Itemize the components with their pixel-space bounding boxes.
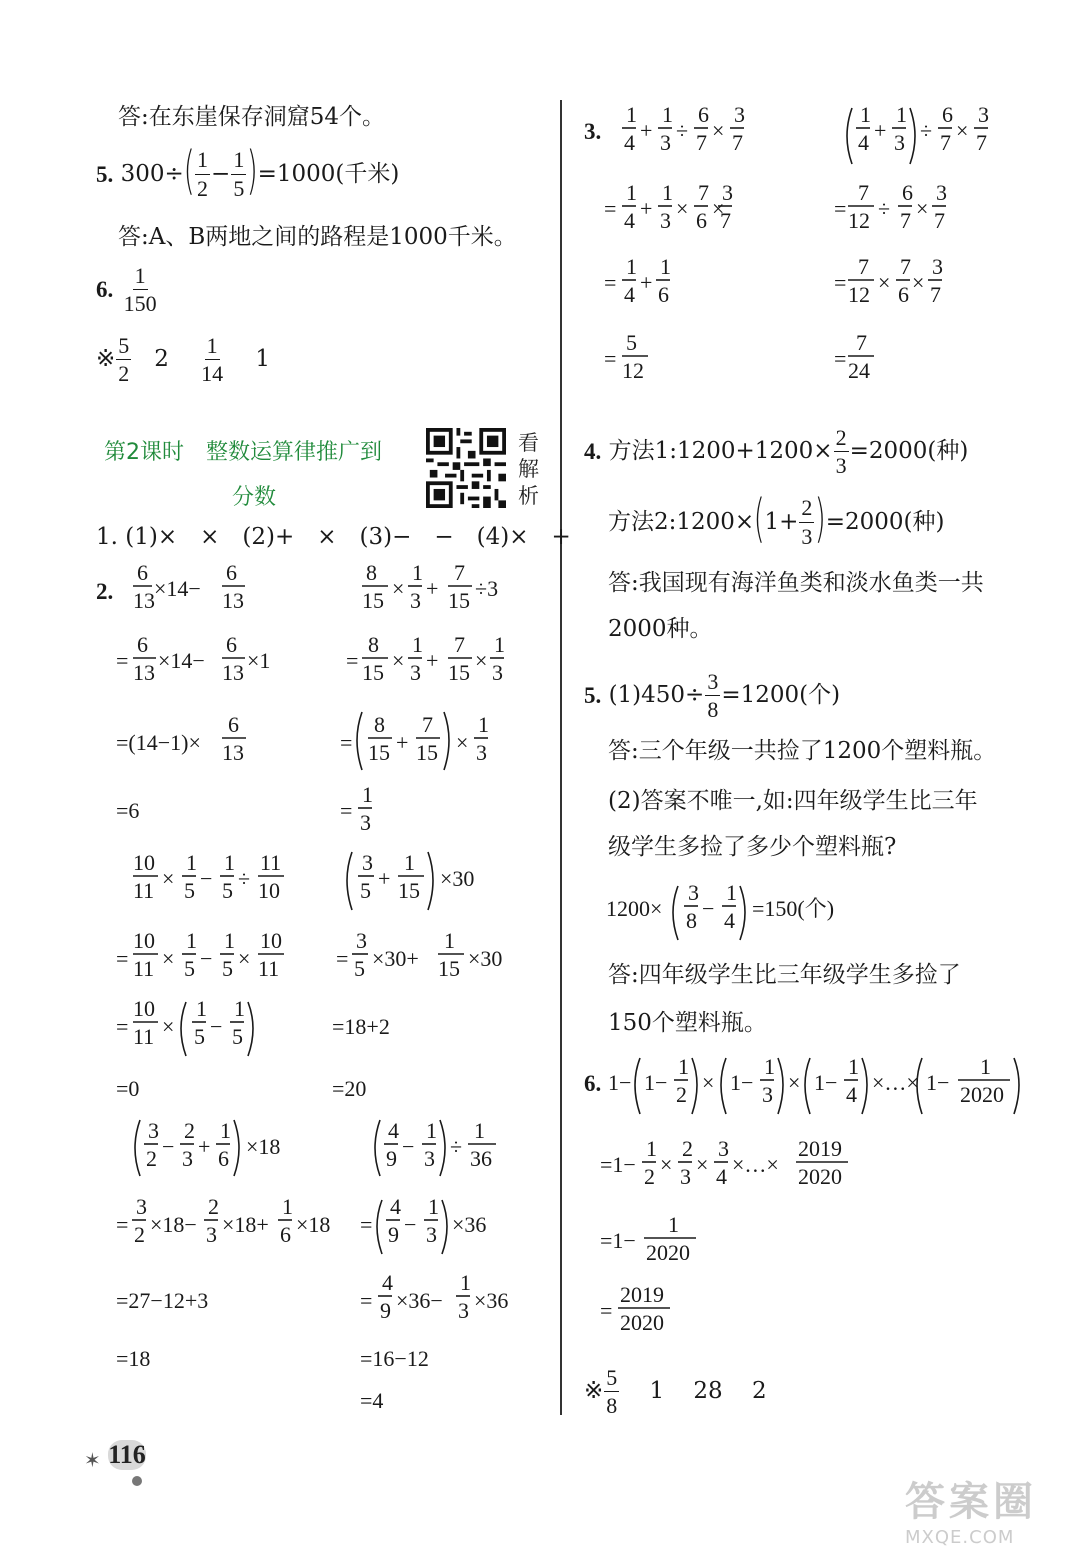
svg-text:×: × [162, 946, 175, 971]
svg-text:−: − [210, 1014, 223, 1039]
svg-text:6: 6 [137, 560, 148, 585]
q3-calculations [590, 100, 1050, 400]
svg-text:8: 8 [366, 560, 377, 585]
svg-text:6: 6 [280, 1222, 291, 1247]
svg-text:=4: =4 [360, 1388, 384, 1413]
svg-text:1: 1 [726, 880, 737, 905]
svg-text:3: 3 [458, 1298, 469, 1323]
lesson-title-cont: 分数 [232, 485, 277, 510]
svg-text:×30+: ×30+ [372, 946, 419, 971]
svg-text:−: − [200, 866, 213, 891]
q2-calculations [100, 560, 550, 1440]
svg-text:1: 1 [478, 712, 489, 737]
svg-text:+: + [640, 118, 653, 143]
bonus-answers-left: ※ $\frac{5}{2}$ 2 $\frac{1}{14}$ 1 [96, 333, 270, 387]
svg-text:11: 11 [260, 850, 282, 875]
svg-text:3: 3 [410, 660, 421, 685]
q6-label: 6. [584, 1071, 602, 1096]
svg-text:=: = [834, 270, 847, 295]
svg-text:15: 15 [362, 588, 384, 613]
svg-text:13: 13 [133, 588, 155, 613]
svg-text:÷: ÷ [676, 118, 689, 143]
svg-text:=16−12: =16−12 [360, 1346, 429, 1371]
svg-text:7: 7 [940, 130, 951, 155]
svg-text:15: 15 [448, 660, 470, 685]
svg-text:1−: 1− [608, 1070, 632, 1095]
svg-text:×…×: ×…× [872, 1070, 919, 1095]
svg-text:×: × [238, 946, 251, 971]
svg-text:1: 1 [412, 632, 423, 657]
svg-text:36: 36 [470, 1146, 492, 1171]
svg-text:2: 2 [682, 1136, 693, 1161]
svg-text:1: 1 [626, 102, 637, 127]
q1-answers: 1. (1)× × (2)+ × (3)− − (4)× + [96, 524, 571, 550]
svg-text:7: 7 [858, 254, 869, 279]
svg-text:×…×: ×…× [732, 1152, 779, 1177]
q5-calc [606, 880, 866, 944]
svg-text:4: 4 [388, 1118, 399, 1143]
answer-more-1: 答:四年级学生比三年级学生多捡了 [608, 962, 961, 988]
svg-text:1: 1 [626, 254, 637, 279]
svg-text:3: 3 [426, 1222, 437, 1247]
bonus-answers-right: ※ $\frac{5}{8}$ 1 28 2 [584, 1365, 767, 1419]
svg-text:×: × [956, 118, 969, 143]
lesson-title: 第2课时 整数运算律推广到 [104, 440, 382, 465]
svg-text:5: 5 [184, 956, 195, 981]
svg-text:2020: 2020 [960, 1082, 1004, 1107]
svg-text:1: 1 [428, 1194, 439, 1219]
q5-part2-b: 级学生多捡了多少个塑料瓶? [608, 834, 897, 860]
decor-dot-icon [132, 1476, 142, 1486]
svg-text:×: × [392, 648, 405, 673]
svg-text:7: 7 [858, 180, 869, 205]
svg-text:7: 7 [454, 632, 465, 657]
svg-text:=: = [116, 1212, 129, 1237]
svg-text:6: 6 [226, 560, 237, 585]
svg-text:=: = [116, 648, 129, 673]
svg-text:=18+2: =18+2 [332, 1014, 390, 1039]
svg-text:15: 15 [398, 878, 420, 903]
svg-text:1: 1 [646, 1136, 657, 1161]
svg-text:1: 1 [662, 180, 673, 205]
svg-text:=(14−1)×: =(14−1)× [116, 730, 201, 755]
svg-text:1: 1 [234, 996, 245, 1021]
svg-text:+: + [396, 730, 409, 755]
svg-text:3: 3 [734, 102, 745, 127]
svg-text:1: 1 [186, 928, 197, 953]
svg-text:10: 10 [133, 850, 155, 875]
svg-text:=: = [834, 346, 847, 371]
svg-text:9: 9 [386, 1146, 397, 1171]
svg-text:10: 10 [258, 878, 280, 903]
svg-text:×30: ×30 [440, 866, 475, 891]
svg-text:4: 4 [724, 908, 735, 933]
qr-code-icon[interactable] [426, 428, 506, 508]
svg-text:+: + [640, 270, 653, 295]
svg-text:5: 5 [222, 956, 233, 981]
svg-text:7: 7 [422, 712, 433, 737]
svg-text:3: 3 [360, 810, 371, 835]
svg-text:1: 1 [678, 1054, 689, 1079]
svg-text:=27−12+3: =27−12+3 [116, 1288, 209, 1313]
svg-text:×: × [392, 576, 405, 601]
svg-text:3: 3 [492, 660, 503, 685]
svg-text:−: − [402, 1134, 415, 1159]
svg-text:+: + [426, 576, 439, 601]
svg-text:1−: 1− [644, 1070, 668, 1095]
answer-fish-2: 2000种。 [608, 616, 713, 642]
svg-text:×14−: ×14− [154, 576, 201, 601]
svg-text:×36−: ×36− [396, 1288, 443, 1313]
svg-text:3: 3 [206, 1222, 217, 1247]
svg-text:=20: =20 [332, 1076, 367, 1101]
svg-text:13: 13 [222, 588, 244, 613]
svg-text:1: 1 [474, 1118, 485, 1143]
svg-text:×: × [788, 1070, 801, 1095]
svg-text:4: 4 [716, 1164, 727, 1189]
svg-text:12: 12 [622, 358, 644, 383]
answer-fish-1: 答:我国现有海洋鱼类和淡水鱼类一共 [608, 570, 984, 596]
svg-text:2020: 2020 [646, 1240, 690, 1265]
svg-text:5: 5 [626, 330, 637, 355]
svg-text:=: = [834, 196, 847, 221]
svg-text:1: 1 [404, 850, 415, 875]
svg-text:3: 3 [762, 1082, 773, 1107]
svg-text:6: 6 [696, 208, 707, 233]
svg-text:2019: 2019 [620, 1282, 664, 1307]
svg-text:×18: ×18 [246, 1134, 281, 1159]
svg-text:=: = [340, 798, 353, 823]
svg-text:9: 9 [380, 1298, 391, 1323]
svg-text:=: = [604, 196, 617, 221]
svg-text:1: 1 [224, 928, 235, 953]
svg-text:5: 5 [194, 1024, 205, 1049]
svg-text:×18+: ×18+ [222, 1212, 269, 1237]
svg-text:1: 1 [412, 560, 423, 585]
svg-text:2: 2 [676, 1082, 687, 1107]
svg-text:4: 4 [624, 208, 635, 233]
svg-text:1: 1 [224, 850, 235, 875]
svg-text:4: 4 [382, 1270, 393, 1295]
q6-calculations [600, 1052, 1044, 1352]
svg-text:11: 11 [133, 956, 155, 981]
svg-text:3: 3 [932, 254, 943, 279]
svg-text:=: = [360, 1288, 373, 1313]
svg-text:×: × [702, 1070, 715, 1095]
svg-text:1: 1 [764, 1054, 775, 1079]
svg-text:1: 1 [626, 180, 637, 205]
svg-text:12: 12 [848, 282, 870, 307]
svg-text:1−: 1− [730, 1070, 754, 1095]
answer-ab-distance: 答:A、B两地之间的路程是1000千米。 [118, 224, 517, 250]
svg-text:÷3: ÷3 [475, 576, 499, 601]
svg-text:2: 2 [134, 1222, 145, 1247]
svg-text:=18: =18 [116, 1346, 151, 1371]
svg-text:15: 15 [438, 956, 460, 981]
svg-text:=: = [604, 346, 617, 371]
watermark-url: MXQE.COM [905, 1527, 1015, 1548]
q3-label: 3. [584, 119, 602, 144]
svg-text:3: 3 [356, 928, 367, 953]
column-divider [560, 100, 562, 1415]
svg-text:=1−: =1− [600, 1228, 636, 1253]
svg-text:=: = [360, 1212, 373, 1237]
svg-text:+: + [426, 648, 439, 673]
svg-text:1: 1 [860, 102, 871, 127]
svg-text:11: 11 [133, 1024, 155, 1049]
svg-text:÷: ÷ [450, 1134, 463, 1159]
svg-text:3: 3 [936, 180, 947, 205]
svg-text:6: 6 [942, 102, 953, 127]
svg-text:10: 10 [133, 996, 155, 1021]
svg-text:15: 15 [448, 588, 470, 613]
svg-text:×: × [660, 1152, 673, 1177]
svg-text:2: 2 [184, 1118, 195, 1143]
svg-text:7: 7 [454, 560, 465, 585]
svg-text:=: = [600, 1298, 613, 1323]
svg-text:×30: ×30 [468, 946, 503, 971]
svg-text:8: 8 [368, 632, 379, 657]
answer-more-2: 150个塑料瓶。 [608, 1010, 767, 1036]
svg-text:−: − [200, 946, 213, 971]
svg-text:−: − [702, 896, 715, 921]
svg-text:2020: 2020 [620, 1310, 664, 1335]
svg-text:1: 1 [186, 850, 197, 875]
svg-text:×: × [916, 196, 929, 221]
svg-text:7: 7 [856, 330, 867, 355]
svg-text:2019: 2019 [798, 1136, 842, 1161]
svg-text:÷: ÷ [878, 196, 891, 221]
svg-text:4: 4 [390, 1194, 401, 1219]
svg-text:8: 8 [374, 712, 385, 737]
svg-text:5: 5 [184, 878, 195, 903]
svg-text:×14−: ×14− [158, 648, 205, 673]
svg-text:7: 7 [900, 208, 911, 233]
svg-text:7: 7 [930, 282, 941, 307]
svg-text:+: + [378, 866, 391, 891]
svg-text:4: 4 [624, 282, 635, 307]
svg-text:11: 11 [133, 878, 155, 903]
svg-text:−: − [162, 1134, 175, 1159]
svg-text:6: 6 [898, 282, 909, 307]
svg-text:4: 4 [624, 130, 635, 155]
answer-east-cliff: 答:在东崖保存洞窟54个。 [118, 104, 386, 130]
svg-text:6: 6 [218, 1146, 229, 1171]
svg-text:6: 6 [137, 632, 148, 657]
page-number: 116 [108, 1440, 146, 1469]
svg-text:=: = [336, 946, 349, 971]
svg-text:1: 1 [444, 928, 455, 953]
svg-text:1: 1 [848, 1054, 859, 1079]
svg-text:3: 3 [680, 1164, 691, 1189]
svg-text:1−: 1− [926, 1070, 950, 1095]
svg-text:5: 5 [354, 956, 365, 981]
svg-text:6: 6 [698, 102, 709, 127]
svg-text:3: 3 [182, 1146, 193, 1171]
svg-text:15: 15 [368, 740, 390, 765]
svg-text:2: 2 [208, 1194, 219, 1219]
svg-text:1: 1 [662, 102, 673, 127]
q6-answer: 6. $\frac{1}{150}$ [96, 263, 157, 317]
q4-method1: 4. 方法1:1200+1200× $\frac{2}{3}$ =2000(种) [584, 425, 969, 479]
answer-bottles: 答:三个年级一共捡了1200个塑料瓶。 [608, 738, 997, 764]
q4-method2: 方法2:1200× ( 1+ $\frac{2}{3}$ ) =2000(种) [608, 489, 945, 549]
svg-text:=: = [116, 946, 129, 971]
svg-text:12: 12 [848, 208, 870, 233]
svg-text:+: + [640, 196, 653, 221]
svg-text:−: − [404, 1212, 417, 1237]
svg-text:9: 9 [388, 1222, 399, 1247]
svg-text:5: 5 [360, 878, 371, 903]
svg-text:×18: ×18 [296, 1212, 331, 1237]
svg-text:÷: ÷ [238, 866, 251, 891]
svg-text:1: 1 [220, 1118, 231, 1143]
svg-text:×: × [676, 196, 689, 221]
svg-text:3: 3 [136, 1194, 147, 1219]
svg-text:+: + [874, 118, 887, 143]
watermark-logo: 答案圈 [905, 1479, 1037, 1525]
svg-text:×36: ×36 [452, 1212, 487, 1237]
svg-text:×: × [696, 1152, 709, 1177]
svg-text:1: 1 [494, 632, 505, 657]
svg-text:7: 7 [900, 254, 911, 279]
svg-text:3: 3 [410, 588, 421, 613]
svg-text:1: 1 [660, 254, 671, 279]
svg-text:×: × [878, 270, 891, 295]
svg-text:×: × [162, 1014, 175, 1039]
svg-text:×: × [712, 196, 725, 221]
watch-analysis-label: 看解析 [518, 431, 539, 508]
svg-text:=6: =6 [116, 798, 140, 823]
svg-text:3: 3 [722, 180, 733, 205]
svg-text:=: = [604, 270, 617, 295]
svg-text:6: 6 [658, 282, 669, 307]
svg-text:3: 3 [148, 1118, 159, 1143]
svg-text:×: × [456, 730, 469, 755]
svg-text:15: 15 [416, 740, 438, 765]
svg-text:2: 2 [146, 1146, 157, 1171]
svg-text:8: 8 [686, 908, 697, 933]
svg-text:3: 3 [660, 130, 671, 155]
svg-text:1: 1 [426, 1118, 437, 1143]
svg-text:×: × [912, 270, 925, 295]
svg-text:1: 1 [668, 1212, 679, 1237]
svg-text:1: 1 [362, 782, 373, 807]
svg-text:7: 7 [732, 130, 743, 155]
svg-text:=: = [116, 1014, 129, 1039]
svg-text:1: 1 [282, 1194, 293, 1219]
svg-text:5: 5 [222, 878, 233, 903]
svg-text:=: = [340, 730, 353, 755]
svg-text:2020: 2020 [798, 1164, 842, 1189]
svg-text:1: 1 [196, 996, 207, 1021]
svg-text:5: 5 [232, 1024, 243, 1049]
svg-text:×1: ×1 [247, 648, 271, 673]
svg-text:13: 13 [133, 660, 155, 685]
svg-text:3: 3 [688, 880, 699, 905]
svg-text:2: 2 [644, 1164, 655, 1189]
svg-text:4: 4 [846, 1082, 857, 1107]
svg-text:6: 6 [226, 632, 237, 657]
svg-text:15: 15 [362, 660, 384, 685]
svg-text:3: 3 [894, 130, 905, 155]
svg-text:7: 7 [698, 180, 709, 205]
svg-text:10: 10 [133, 928, 155, 953]
q2-label: 2. [96, 579, 114, 604]
q5-equation: 5. 300÷ ( $\frac{1}{2}$ − $\frac{1}{5}$ ) =1000(千米) [96, 141, 400, 201]
svg-text:=150(个): =150(个) [752, 896, 835, 921]
decor-star-icon: ✶ [84, 1448, 101, 1472]
svg-text:7: 7 [720, 208, 731, 233]
svg-text:×: × [712, 118, 725, 143]
svg-text:×: × [475, 648, 488, 673]
svg-text:=: = [346, 648, 359, 673]
svg-text:×18−: ×18− [150, 1212, 197, 1237]
svg-text:1: 1 [896, 102, 907, 127]
q5-part1: 5. (1)450÷ $\frac{3}{8}$ =1200(个) [584, 669, 841, 723]
svg-text:1: 1 [980, 1054, 991, 1079]
svg-text:7: 7 [976, 130, 987, 155]
svg-text:+: + [198, 1134, 211, 1159]
q5-part2-a: (2)答案不唯一,如:四年级学生比三年 [608, 788, 978, 814]
svg-text:4: 4 [858, 130, 869, 155]
svg-text:13: 13 [222, 660, 244, 685]
svg-text:3: 3 [362, 850, 373, 875]
svg-text:10: 10 [260, 928, 282, 953]
svg-text:11: 11 [258, 956, 280, 981]
svg-text:6: 6 [902, 180, 913, 205]
svg-text:1−: 1− [814, 1070, 838, 1095]
watermark [905, 1470, 1071, 1548]
svg-text:7: 7 [934, 208, 945, 233]
svg-text:6: 6 [228, 712, 239, 737]
svg-text:÷: ÷ [920, 118, 933, 143]
svg-text:3: 3 [718, 1136, 729, 1161]
svg-text:24: 24 [848, 358, 870, 383]
svg-text:×36: ×36 [474, 1288, 509, 1313]
svg-text:1: 1 [460, 1270, 471, 1295]
svg-text:×: × [162, 866, 175, 891]
svg-text:13: 13 [222, 740, 244, 765]
svg-text:7: 7 [696, 130, 707, 155]
svg-text:3: 3 [476, 740, 487, 765]
svg-text:3: 3 [660, 208, 671, 233]
svg-text:3: 3 [424, 1146, 435, 1171]
svg-text:=0: =0 [116, 1076, 140, 1101]
svg-text:1200×: 1200× [606, 896, 663, 921]
svg-text:=1−: =1− [600, 1152, 636, 1177]
svg-text:3: 3 [978, 102, 989, 127]
